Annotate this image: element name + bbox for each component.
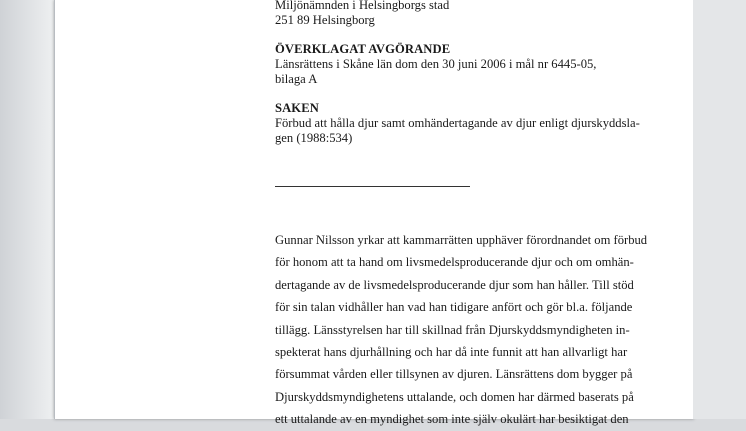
- body-line: ett uttalande av en myndighet som inte själv okulärt har besiktigat den: [275, 412, 629, 427]
- body-line: Gunnar Nilsson yrkar att kammarrätten upphäver förordnandet om förbud: [275, 233, 648, 247]
- body-line: tillägg. Länsstyrelsen har till skillnad från Djurskyddsmyndigheten in-: [275, 322, 630, 337]
- appealed-decision-line: Länsrättens i Skåne län dom den 30 juni 2006 i mål nr 6445-05,: [275, 57, 597, 71]
- appealed-decision-line: bilaga A: [275, 72, 318, 86]
- matter-heading: SAKEN: [275, 101, 319, 115]
- body-line: Djurskyddsmyndighetens uttalande, och domen har därmed baserats på: [275, 389, 634, 404]
- body-line: för honom att ta hand om livsmedelsproducerande djur och om omhän-: [275, 255, 634, 270]
- body-line: spekterat hans djurhållning och har då inte funnit att han allvarligt har: [275, 345, 628, 360]
- recipient-name: Miljönämnden i Helsingborgs stad: [275, 0, 450, 12]
- body-line: dertagande av de livsmedelsproducerande djur som han håller. Till stöd: [275, 277, 634, 292]
- section-divider: [275, 186, 470, 187]
- body-line: för sin talan vidhåller han vad han tidigare anfört och gör bl.a. följande: [275, 300, 633, 315]
- viewer-right-margin: [693, 0, 746, 419]
- recipient-postal-address: 251 89 Helsingborg: [275, 13, 375, 27]
- document-page: [54, 0, 694, 427]
- appealed-decision-heading: ÖVERKLAGAT AVGÖRANDE: [275, 42, 451, 56]
- matter-line: gen (1988:534): [275, 131, 353, 145]
- body-line: försummat vården eller tillsynen av djuren. Länsrättens dom bygger på: [275, 367, 633, 382]
- matter-line: Förbud att hålla djur samt omhändertagande av djur enligt djurskyddsla-: [275, 116, 640, 130]
- body-paragraph: [275, 229, 655, 431]
